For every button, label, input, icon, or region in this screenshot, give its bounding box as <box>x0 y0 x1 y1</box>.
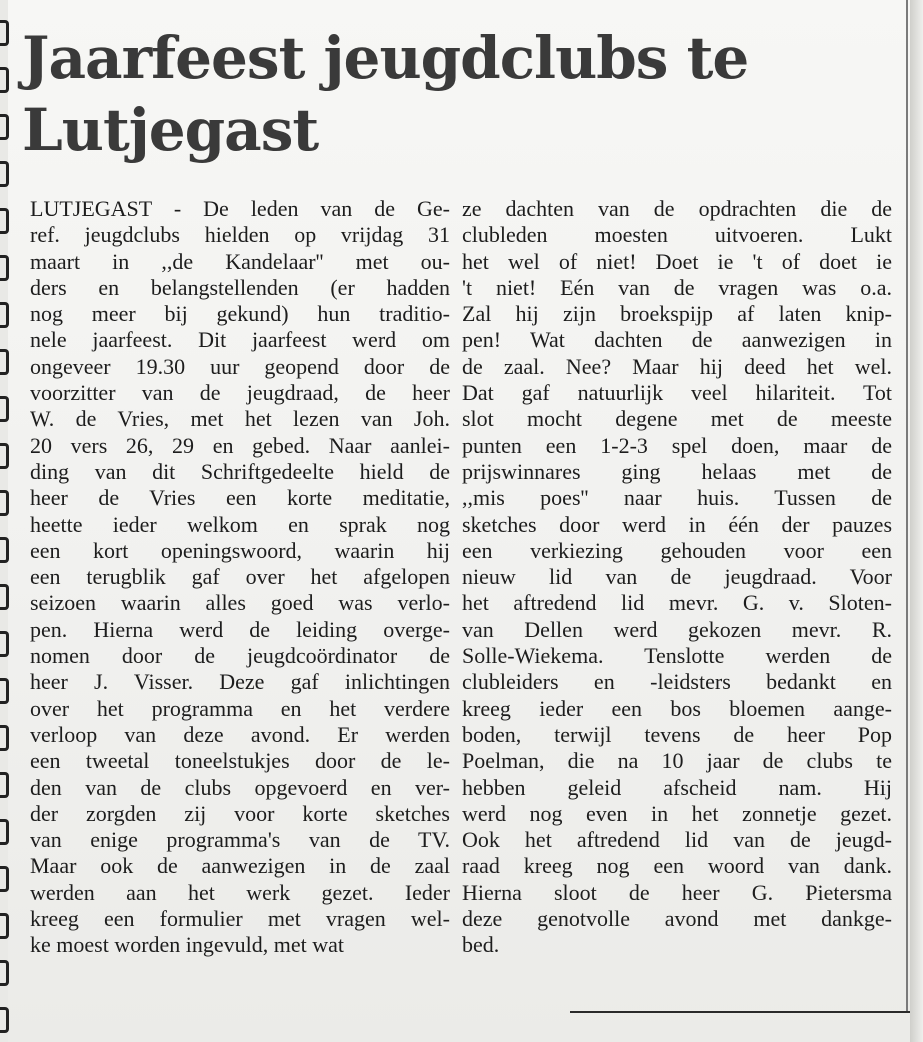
text-line: van Dellen werd gekozen mevr. R. <box>462 616 892 642</box>
text-line: ze dachten van de opdrachten die de <box>462 196 892 221</box>
binding-ring <box>0 1007 9 1033</box>
text-line: Dat gaf natuurlijk veel hilariteit. Tot <box>462 380 892 406</box>
binding-ring <box>0 20 9 46</box>
binding-ring <box>0 443 9 469</box>
text-line: werden aan het werk gezet. Ieder <box>30 879 450 905</box>
text-line: hebben geleid afscheid nam. Hij <box>462 774 892 800</box>
text-line: 't niet! Eén van de vragen was o.a. <box>462 274 892 300</box>
text-line: Solle-Wiekema. Tenslotte werden de <box>462 643 892 669</box>
text-line: clubleden moesten uitvoeren. Lukt <box>462 222 892 248</box>
text-line: Poelman, die na 10 jaar de clubs te <box>462 748 892 774</box>
binding-ring <box>0 161 9 187</box>
text-line: nieuw lid van de jeugdraad. Voor <box>462 564 892 590</box>
article-column-left <box>30 196 450 959</box>
text-line: bed. <box>462 932 500 958</box>
text-line: maart in ,,de Kandelaar'' met ou- <box>30 248 450 274</box>
text-line: de zaal. Nee? Maar hij deed het wel. <box>462 353 892 379</box>
text-line: heer J. Visser. Deze gaf inlichtingen <box>30 669 450 695</box>
binding-ring <box>0 537 9 563</box>
text-line: werd nog even in het zonnetje gezet. <box>462 800 892 826</box>
text-line: pen! Wat dachten de aanwezigen in <box>462 327 892 353</box>
text-line: Hierna sloot de heer G. Pietersma <box>462 879 892 905</box>
spiral-binding <box>0 20 14 1042</box>
text-line: ders en belangstellenden (er hadden <box>30 274 450 300</box>
binding-ring <box>0 819 9 845</box>
text-line: 20 vers 26, 29 en gebed. Naar aanlei- <box>30 432 450 458</box>
text-line: der zorgden zij voor korte sketches <box>30 800 450 826</box>
binding-ring <box>0 913 9 939</box>
text-line: nog meer bij gekund) hun traditio- <box>30 301 450 327</box>
text-line: ,,mis poes'' naar huis. Tussen de <box>462 485 892 511</box>
binding-ring <box>0 490 9 516</box>
binding-ring <box>0 396 9 422</box>
text-line: het aftredend lid mevr. G. v. Sloten- <box>462 590 892 616</box>
text-line: ding van dit Schriftgedeelte hield de <box>30 458 450 484</box>
text-line: sketches door werd in één der pauzes <box>462 511 892 537</box>
text-line: kreeg een formulier met vragen wel- <box>30 906 450 932</box>
binding-ring <box>0 255 9 281</box>
text-line: een kort openingswoord, waarin hij <box>30 537 450 563</box>
text-line: ke moest worden ingevuld, met wat <box>30 932 345 958</box>
text-line: een tweetal toneelstukjes door de le- <box>30 748 450 774</box>
text-line: W. de Vries, met het lezen van Joh. <box>30 406 450 432</box>
page-edge <box>910 0 923 1042</box>
text-line: kreeg ieder een bos bloemen aange- <box>462 695 892 721</box>
text-line: Maar ook de aanwezigen in de zaal <box>30 853 450 879</box>
binding-ring <box>0 584 9 610</box>
text-line: punten een 1-2-3 spel doen, maar de <box>462 432 892 458</box>
text-line: LUTJEGAST - De leden van de Ge- <box>30 196 450 221</box>
text-line: boden, terwijl tevens de heer Pop <box>462 721 892 747</box>
text-line: pen. Hierna werd de leiding overge- <box>30 616 450 642</box>
article-headline <box>22 22 902 166</box>
binding-ring <box>0 67 9 93</box>
text-line: nele jaarfeest. Dit jaarfeest werd om <box>30 327 450 353</box>
text-line: een verkiezing gehouden voor een <box>462 537 892 563</box>
binding-ring <box>0 208 9 234</box>
binding-ring <box>0 631 9 657</box>
text-line: slot mocht degene met de meeste <box>462 406 892 432</box>
text-line: over het programma en het verdere <box>30 695 450 721</box>
binding-ring <box>0 302 9 328</box>
text-line: nomen door de jeugdcoördinator de <box>30 643 450 669</box>
binding-ring <box>0 678 9 704</box>
binding-ring <box>0 772 9 798</box>
text-line: heer de Vries een korte meditatie, <box>30 485 450 511</box>
text-line: Ook het aftredend lid van de jeugd- <box>462 827 892 853</box>
binding-ring <box>0 114 9 140</box>
text-line: Zal hij zijn broekspijp af laten knip- <box>462 301 892 327</box>
article-column-right <box>462 196 892 959</box>
text-line: van enige programma's van de TV. <box>30 827 450 853</box>
headline-line-2: Lutjegast <box>22 96 319 164</box>
text-line: clubleiders en -leidsters bedankt en <box>462 669 892 695</box>
text-line: voorzitter van de jeugdraad, de heer <box>30 380 450 406</box>
text-line: deze genotvolle avond met dankge- <box>462 906 892 932</box>
text-line: ongeveer 19.30 uur geopend door de <box>30 353 450 379</box>
article-end-rule <box>570 1011 910 1013</box>
column-border <box>906 0 908 1012</box>
binding-ring <box>0 349 9 375</box>
binding-ring <box>0 960 9 986</box>
text-line: den van de clubs opgevoerd en ver- <box>30 774 450 800</box>
binding-ring <box>0 725 9 751</box>
text-line: raad kreeg nog een woord van dank. <box>462 853 892 879</box>
headline-line-1: Jaarfeest jeugdclubs te <box>22 24 749 92</box>
text-line: verloop van deze avond. Er werden <box>30 721 450 747</box>
text-line: het wel of niet! Doet ie 't of doet ie <box>462 248 892 274</box>
binding-ring <box>0 866 9 892</box>
text-line: seizoen waarin alles goed was verlo- <box>30 590 450 616</box>
text-line: prijswinnares ging helaas met de <box>462 458 892 484</box>
text-line: heette ieder welkom en sprak nog <box>30 511 450 537</box>
text-line: een terugblik gaf over het afgelopen <box>30 564 450 590</box>
text-line: ref. jeugdclubs hielden op vrijdag 31 <box>30 222 450 248</box>
